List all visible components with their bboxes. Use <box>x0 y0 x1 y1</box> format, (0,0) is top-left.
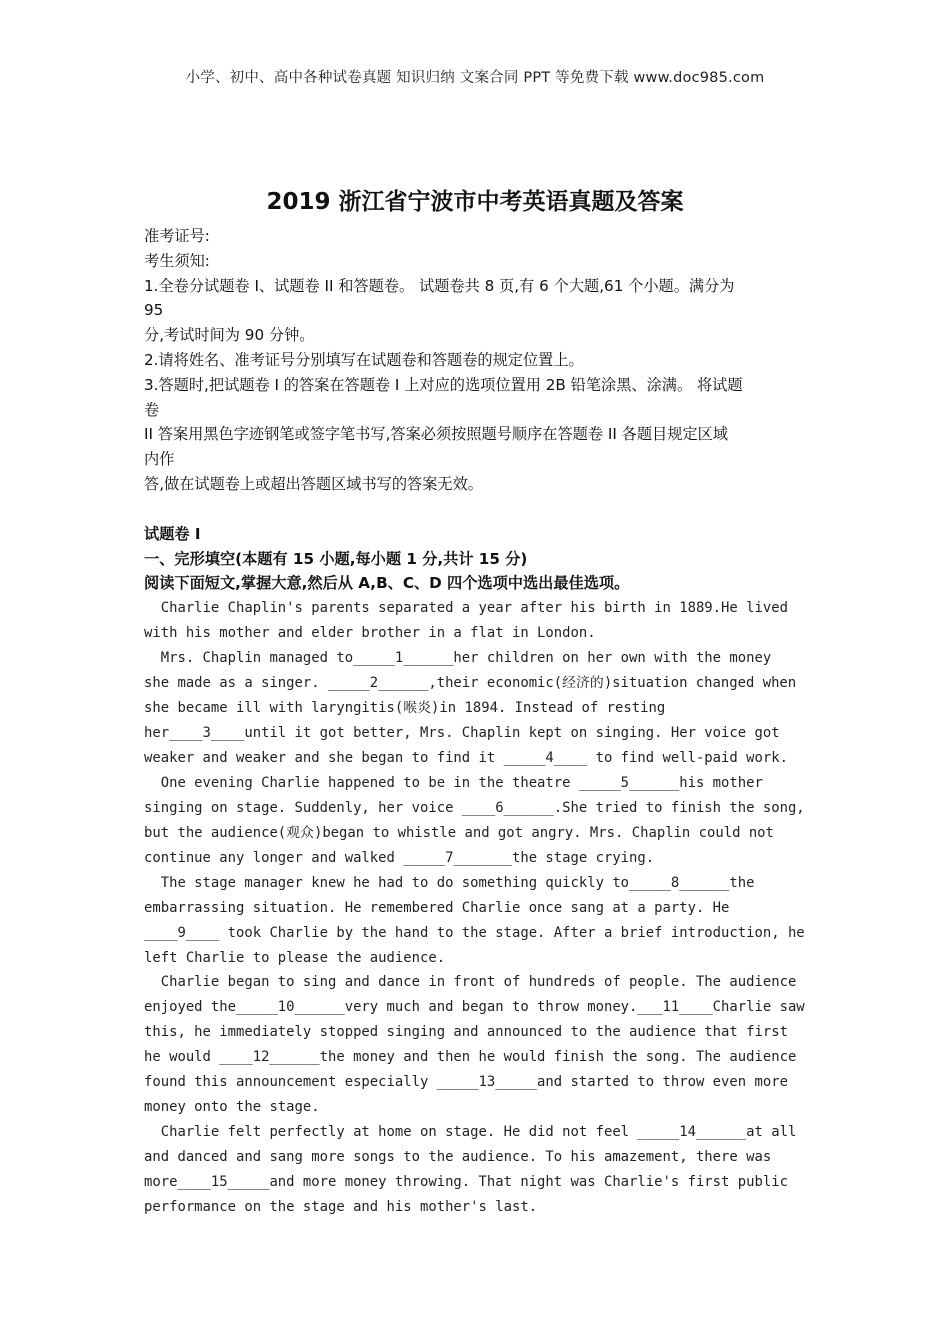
passage-line: more____15_____and more money throwing. That night was Charlie's first public <box>144 1174 788 1191</box>
passage-line: Charlie Chaplin's parents separated a year after his birth in 1889.He lived <box>144 600 788 617</box>
notice-line: 2.请将姓名、准考证号分别填写在试题卷和答题卷的规定位置上。 <box>144 350 584 369</box>
exam-number-label: 准考证号: <box>144 227 210 245</box>
passage-line: she made as a singer. _____2______,their economic(经济的)situation changed when <box>144 675 797 692</box>
part-instruction: 阅读下面短文,掌握大意,然后从 A,B、C、D 四个选项中选出最佳选项。 <box>144 574 630 593</box>
passage-line: left Charlie to please the audience. <box>144 949 446 966</box>
part-heading: 一、完形填空(本题有 15 小题,每小题 1 分,共计 15 分) <box>144 549 528 568</box>
passage-line: weaker and weaker and she began to find it _____4____ to find well-paid work. <box>144 749 788 766</box>
notice-list <box>144 274 812 497</box>
passage-line: continue any longer and walked _____7_______the stage crying. <box>144 849 655 866</box>
passage-line: she became ill with laryngitis(喉炎)in 1894. Instead of resting <box>144 699 666 716</box>
document-title: 2019 浙江省宁波市中考英语真题及答案 <box>266 189 684 215</box>
section-label: 试题卷 I <box>144 524 201 543</box>
passage-line: money onto the stage. <box>144 1099 320 1116</box>
passage-line: embarrassing situation. He remembered Charlie once sang at a party. He <box>144 899 730 916</box>
passage-line: One evening Charlie happened to be in the theatre _____5______his mother <box>144 774 763 791</box>
passage-line: performance on the stage and his mother's last. <box>144 1199 538 1216</box>
notice-line: II 答案用黑色字迹钢笔或签字笔书写,答案必须按照题号顺序在答题卷 II 各题目规定区域 <box>144 425 728 444</box>
passage-line: with his mother and elder brother in a flat in London. <box>144 625 596 642</box>
notice-line: 答,做在试题卷上或超出答题区域书写的答案无效。 <box>144 474 483 493</box>
passage-line: found this announcement especially _____13_____and started to throw even more <box>144 1074 788 1091</box>
notice-line: 卷 <box>144 400 160 419</box>
passage-line: but the audience(观众)began to whistle and got angry. Mrs. Chaplin could not <box>144 824 774 841</box>
page-header-watermark: 小学、初中、高中各种试卷真题 知识归纳 文案合同 PPT 等免费下载 www.doc985.com <box>185 70 765 86</box>
cloze-passage <box>144 596 812 1220</box>
section-spacer <box>144 497 812 522</box>
passage-line: Mrs. Chaplin managed to_____1______her children on her own with the money <box>144 650 772 667</box>
passage-line: this, he immediately stopped singing and announced to the audience that first <box>144 1024 788 1041</box>
notice-heading: 考生须知: <box>144 251 210 270</box>
notice-line: 95 <box>144 301 164 320</box>
document-body <box>144 224 812 1220</box>
notice-line: 1.全卷分试题卷 I、试题卷 II 和答题卷。 试题卷共 8 页,有 6 个大题,61 个小题。满分为 <box>144 276 735 295</box>
notice-line: 3.答题时,把试题卷 I 的答案在答题卷 I 上对应的选项位置用 2B 铅笔涂黑、涂满。 将试题 <box>144 375 743 394</box>
passage-line: enjoyed the_____10______very much and began to throw money.___11____Charlie saw <box>144 999 805 1016</box>
notice-line: 分,考试时间为 90 分钟。 <box>144 326 315 345</box>
passage-line: Charlie began to sing and dance in front of hundreds of people. The audience <box>144 974 797 991</box>
passage-line: The stage manager knew he had to do something quickly to_____8______the <box>144 874 755 891</box>
passage-line: ____9____ took Charlie by the hand to the stage. After a brief introduction, he <box>144 924 805 941</box>
passage-line: Charlie felt perfectly at home on stage. He did not feel _____14______at all <box>144 1124 797 1141</box>
passage-line: singing on stage. Suddenly, her voice ____6______.She tried to finish the song, <box>144 799 805 816</box>
passage-line: her____3____until it got better, Mrs. Chaplin kept on singing. Her voice got <box>144 724 780 741</box>
notice-line: 内作 <box>144 450 175 469</box>
passage-line: and danced and sang more songs to the audience. To his amazement, there was <box>144 1149 772 1166</box>
passage-line: he would ____12______the money and then he would finish the song. The audience <box>144 1049 797 1066</box>
